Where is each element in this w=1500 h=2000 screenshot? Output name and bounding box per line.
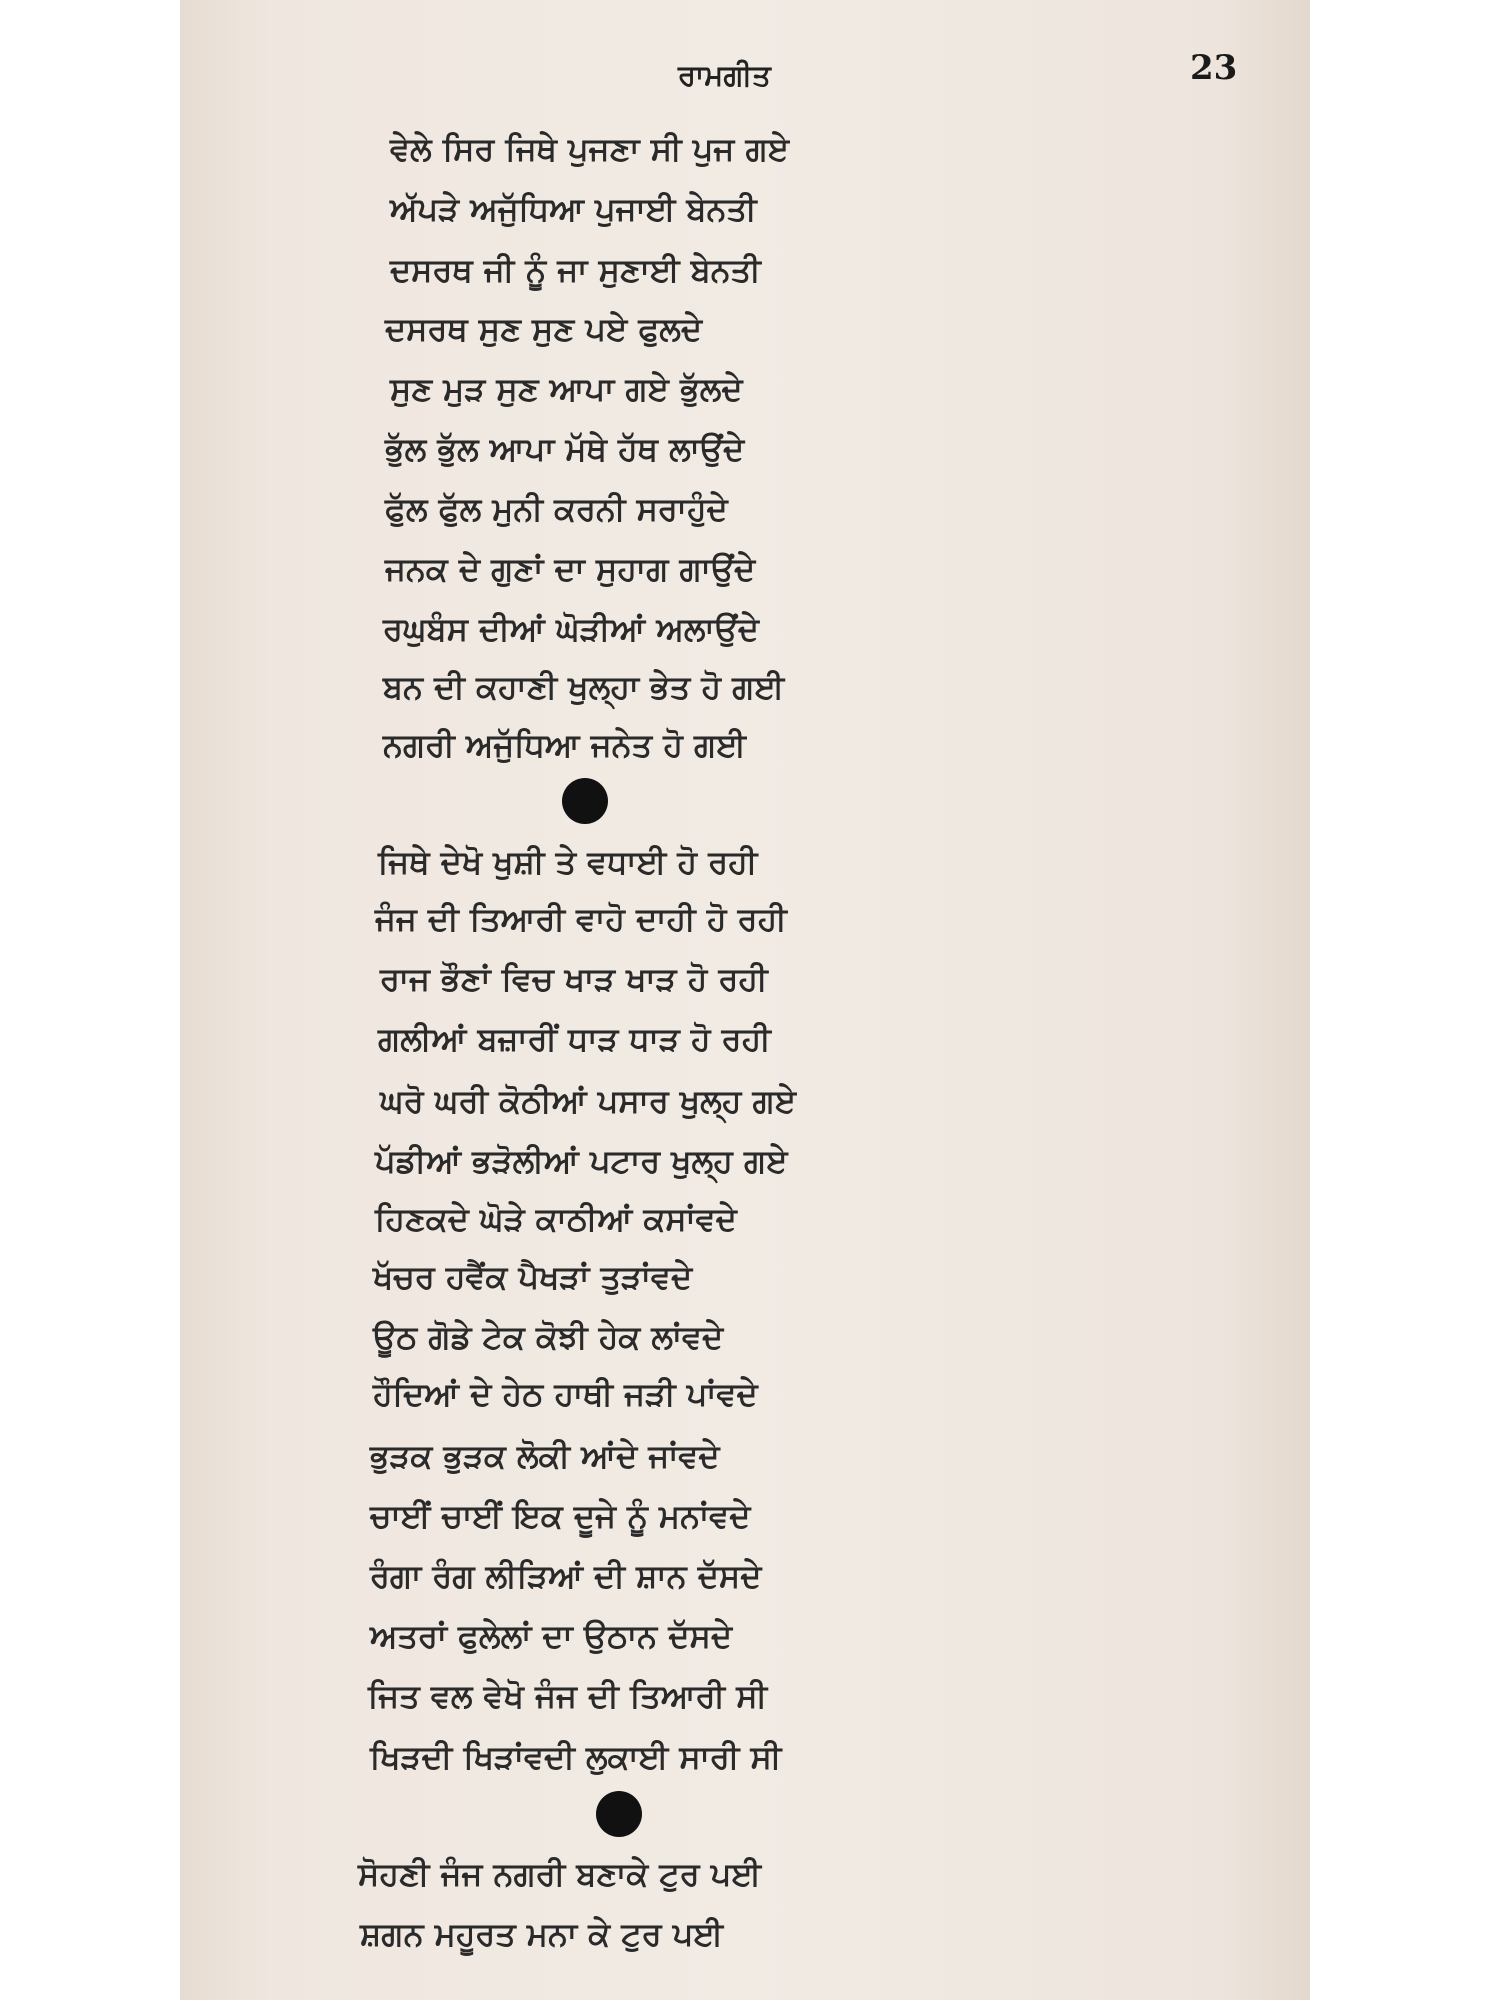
- poem-line: ਅਤਰਾਂ ਫੁਲੇਲਾਂ ਦਾ ਉਠਾਨ ਦੱਸਦੇ: [370, 1617, 733, 1655]
- poem-line: ਹੌਦਿਆਂ ਦੇ ਹੇਠ ਹਾਥੀ ਜੜੀ ਪਾਂਵਦੇ: [373, 1375, 758, 1413]
- poem-line: ਚਾਈਂ ਚਾਈਂ ਇਕ ਦੂਜੇ ਨੂੰ ਮਨਾਂਵਦੇ: [370, 1497, 751, 1535]
- poem-line: ਗਲੀਆਂ ਬਜ਼ਾਰੀਂ ਧਾੜ ਧਾੜ ਹੋ ਰਹੀ: [378, 1020, 771, 1058]
- poem-line: ਰਘੁਬੰਸ ਦੀਆਂ ਘੋੜੀਆਂ ਅਲਾਉਂਦੇ: [383, 610, 759, 648]
- poem-line: ਭੁੜਕ ਭੁੜਕ ਲੋਕੀ ਆਂਦੇ ਜਾਂਵਦੇ: [370, 1437, 720, 1475]
- stanza-separator-dot: [596, 1791, 642, 1837]
- poem-line: ਅੱਪੜੇ ਅਜੁੱਧਿਆ ਪੁਜਾਈ ਬੇਨਤੀ: [390, 190, 757, 228]
- poem-line: ਜਿਥੇ ਦੇਖੋ ਖੁਸ਼ੀ ਤੇ ਵਧਾਈ ਹੋ ਰਹੀ: [378, 843, 758, 881]
- poem-line: ਖੱਚਰ ਹਵੈਂਕ ਪੈਖੜਾਂ ਤੁੜਾਂਵਦੇ: [373, 1258, 693, 1296]
- poem-line: ਜਿਤ ਵਲ ਵੇਖੋ ਜੰਜ ਦੀ ਤਿਆਰੀ ਸੀ: [368, 1677, 768, 1715]
- poem-line: ਜਨਕ ਦੇ ਗੁਣਾਂ ਦਾ ਸੁਹਾਗ ਗਾਉਂਦੇ: [385, 550, 756, 588]
- poem-line: ਸੋਹਣੀ ਜੰਜ ਨਗਰੀ ਬਣਾਕੇ ਟੁਰ ਪਈ: [358, 1855, 762, 1893]
- poem-line: ਰੰਗਾ ਰੰਗ ਲੀੜਿਆਂ ਦੀ ਸ਼ਾਨ ਦੱਸਦੇ: [370, 1557, 762, 1595]
- book-page: [180, 0, 1310, 2000]
- poem-line: ਸ਼ਗਨ ਮਹੂਰਤ ਮਨਾ ਕੇ ਟੁਰ ਪਈ: [360, 1915, 724, 1953]
- poem-line: ਦਸਰਥ ਸੁਣ ਸੁਣ ਪਏ ਫੁਲਦੇ: [385, 310, 703, 348]
- poem-line: ਵੇਲੇ ਸਿਰ ਜਿਥੇ ਪੁਜਣਾ ਸੀ ਪੁਜ ਗਏ: [390, 130, 790, 168]
- page-number: 23: [1190, 48, 1238, 88]
- poem-line: ਦਸਰਥ ਜੀ ਨੂੰ ਜਾ ਸੁਣਾਈ ਬੇਨਤੀ: [390, 251, 761, 289]
- poem-line: ਨਗਰੀ ਅਜੁੱਧਿਆ ਜਨੇਤ ਹੋ ਗਈ: [383, 726, 746, 764]
- poem-line: ਭੁੱਲ ਭੁੱਲ ਆਪਾ ਮੱਥੇ ਹੱਥ ਲਾਉਂਦੇ: [385, 430, 745, 468]
- poem-line: ਬਨ ਦੀ ਕਹਾਣੀ ਖੁਲ੍ਹਾ ਭੇਤ ਹੋ ਗਈ: [383, 668, 785, 706]
- poem-line: ਘਰੋ ਘਰੀ ਕੋਠੀਆਂ ਪਸਾਰ ਖੁਲ੍ਹ ਗਏ: [380, 1082, 797, 1120]
- poem-line: ਫੁੱਲ ਫੁੱਲ ਮੁਨੀ ਕਰਨੀ ਸਰਾਹੁੰਦੇ: [385, 490, 728, 528]
- poem-line: ਰਾਜ ਭੌਣਾਂ ਵਿਚ ਖਾੜ ਖਾੜ ਹੋ ਰਹੀ: [380, 960, 768, 998]
- poem-line: ਖਿੜਦੀ ਖਿੜਾਂਵਦੀ ਲੁਕਾਈ ਸਾਰੀ ਸੀ: [370, 1738, 782, 1776]
- running-header-title: ਰਾਮਗੀਤ: [678, 58, 771, 92]
- stanza-separator-dot: [562, 778, 608, 824]
- poem-line: ਹਿਣਕਦੇ ਘੋੜੇ ਕਾਠੀਆਂ ਕਸਾਂਵਦੇ: [375, 1200, 737, 1238]
- poem-line: ਸੁਣ ਮੁੜ ਸੁਣ ਆਪਾ ਗਏ ਭੁੱਲਦੇ: [390, 370, 743, 408]
- poem-line: ਪੱਡੀਆਂ ਭੜੋਲੀਆਂ ਪਟਾਰ ਖੁਲ੍ਹ ਗਏ: [375, 1142, 788, 1180]
- poem-line: ਜੰਜ ਦੀ ਤਿਆਰੀ ਵਾਹੋ ਦਾਹੀ ਹੋ ਰਹੀ: [375, 900, 787, 938]
- poem-line: ਊਠ ਗੋਡੇ ਟੇਕ ਕੋਝੀ ਹੇਕ ਲਾਂਵਦੇ: [373, 1318, 724, 1356]
